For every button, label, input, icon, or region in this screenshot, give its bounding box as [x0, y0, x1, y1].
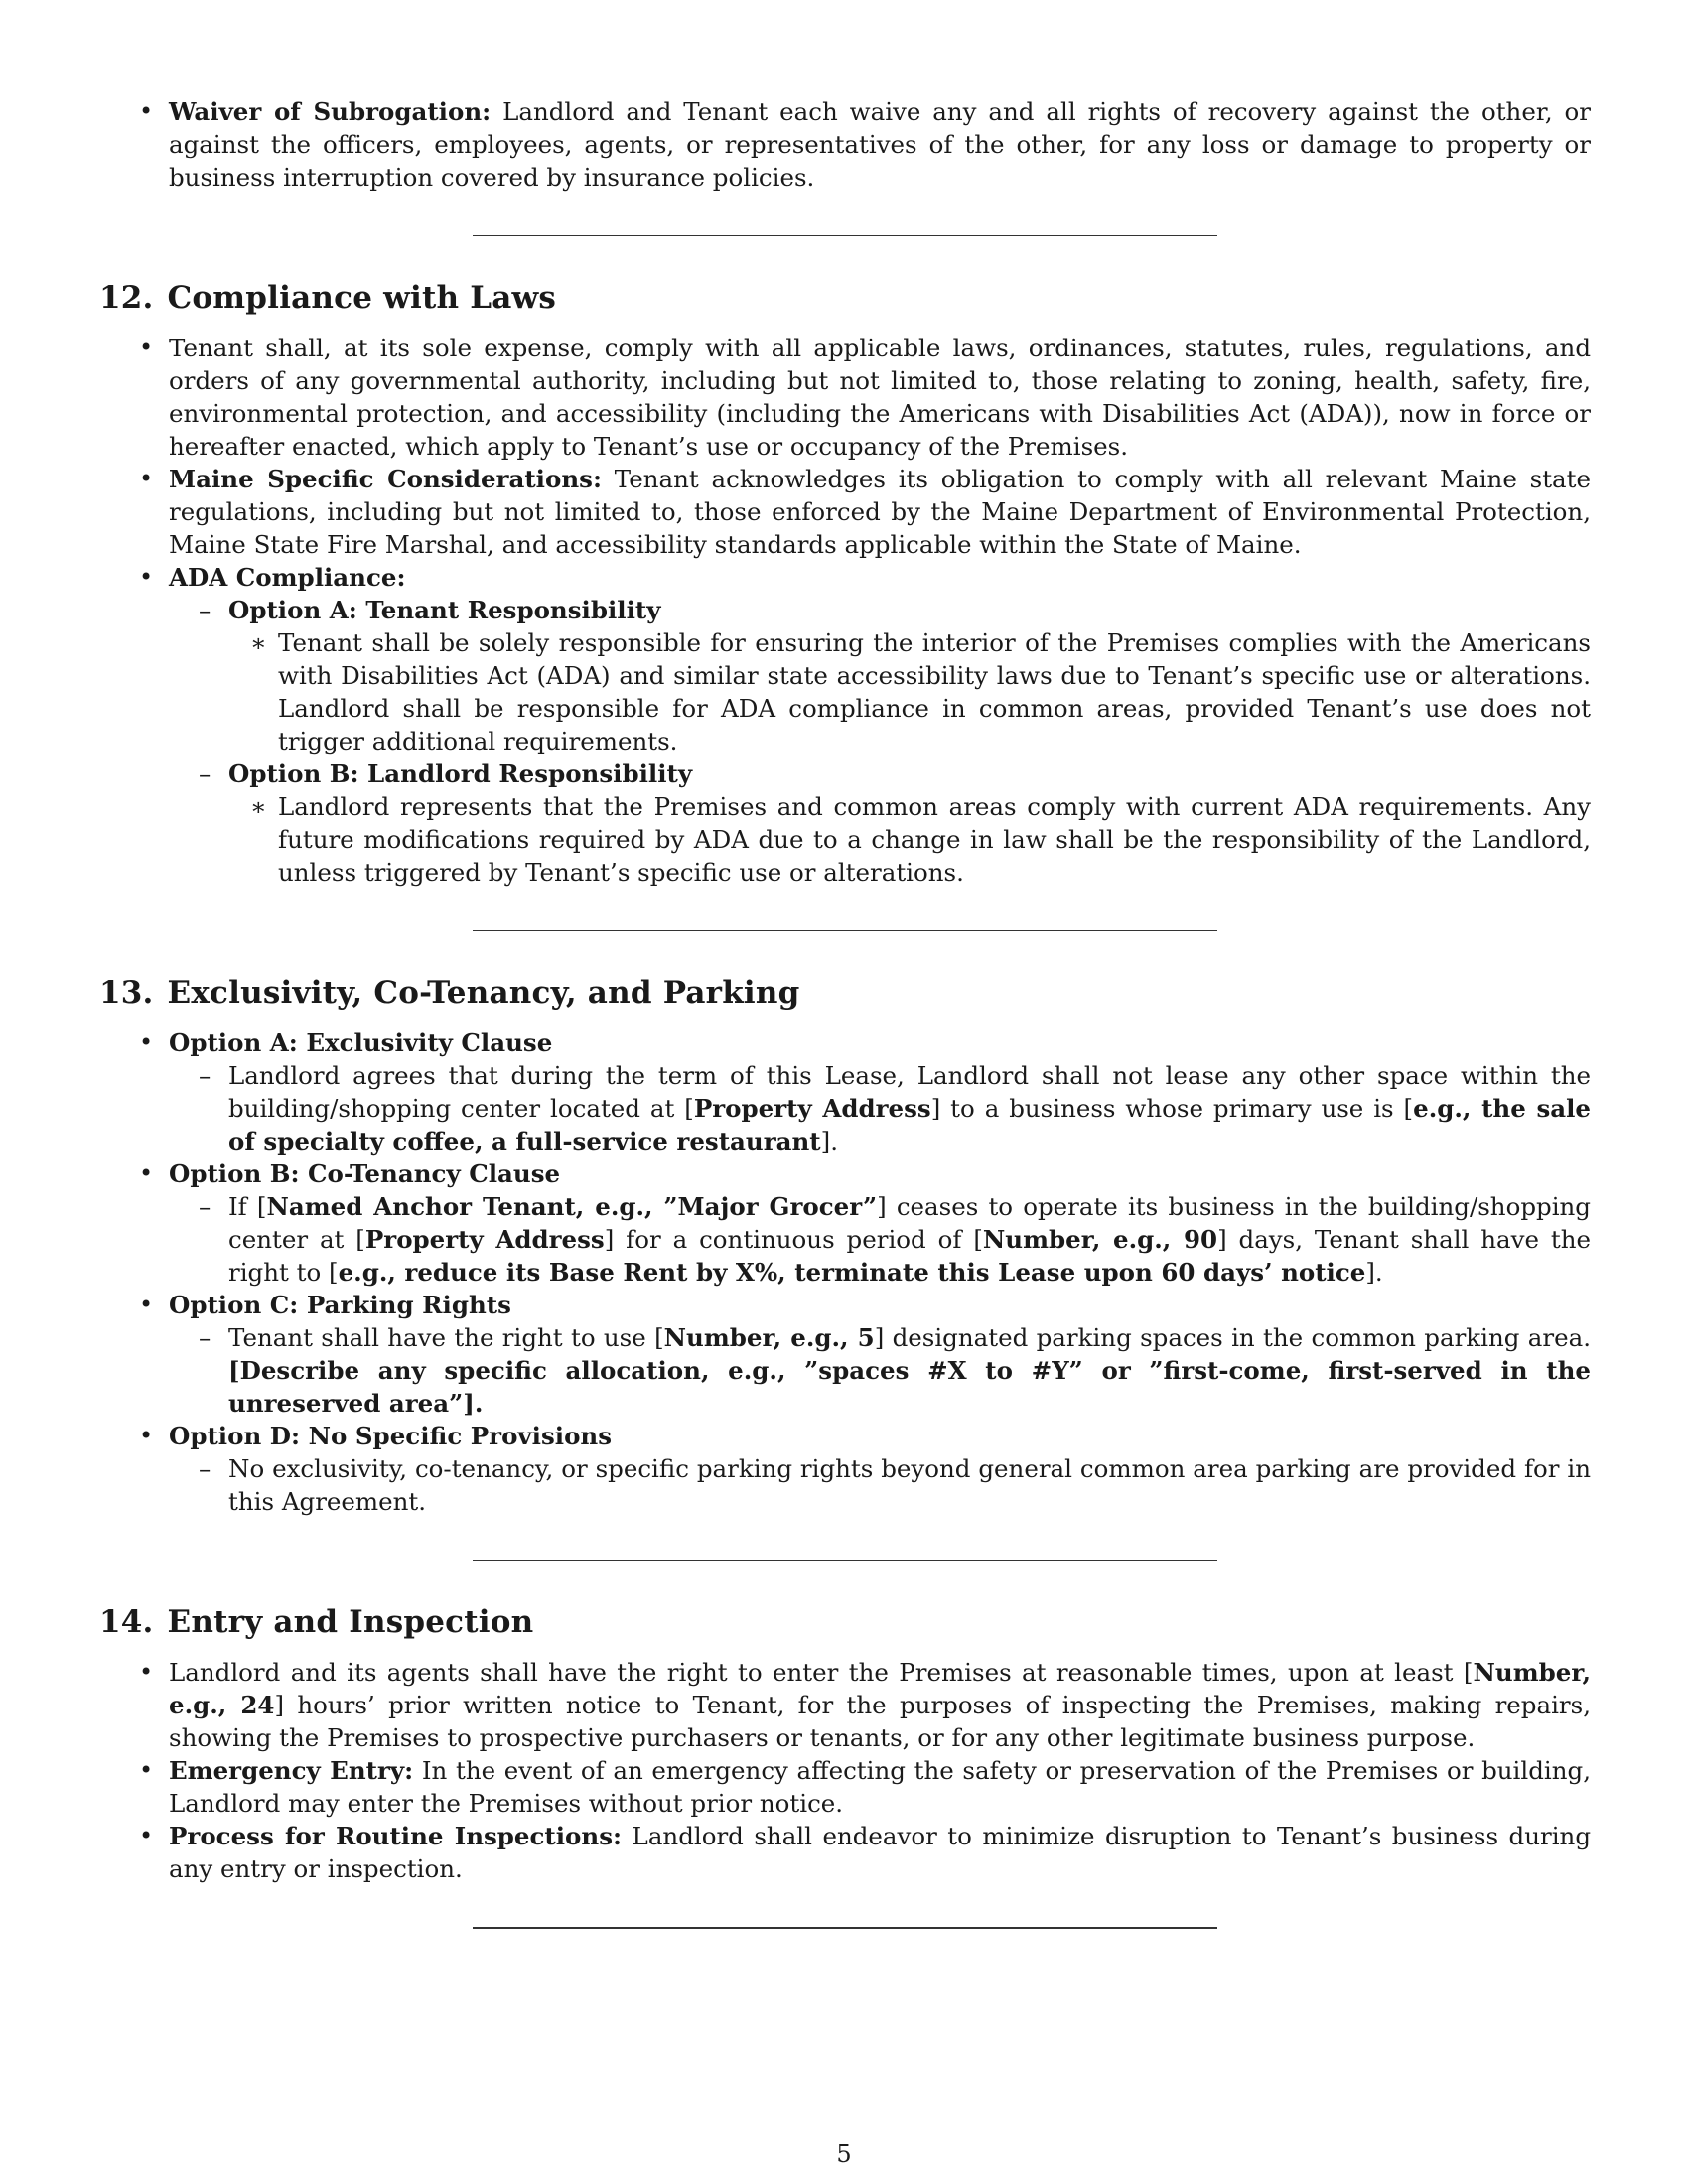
waiver-text: Landlord and Tenant each waive any and all rights of recovery against the other, or against the officers, employees, agents, or representatives of the other, for any loss or damage to property or business interruption covered by insurance policies.: [169, 97, 1591, 192]
option-b-title: Option B: Co-Tenancy Clause: [169, 1160, 561, 1188]
text-run: If [: [228, 1192, 267, 1221]
ada-option-a-list: [228, 626, 1591, 757]
section-13-list: [99, 1026, 1591, 1518]
text-run: ] to a business whose primary use is [: [930, 1094, 1414, 1123]
entry-general-item: [99, 1656, 1591, 1754]
option-c-title: Option C: Parking Rights: [169, 1291, 511, 1319]
placeholder-property-address: Property Address: [364, 1225, 605, 1254]
text-run: ] hours’ prior written notice to Tenant, for the purposes of inspecting the Premises, making repairs, showing the Premises to prospective purchasers or tenants, or for any other legitimate business purpose.: [169, 1691, 1591, 1752]
ada-option-b-title: Option B: Landlord Responsibility: [228, 759, 693, 788]
ada-option-a: [169, 594, 1591, 757]
placeholder-primary-use: e.g., the sale of specialty coffee, a full-service restaurant: [228, 1094, 1592, 1156]
section-13-heading: [99, 973, 1591, 1013]
emergency-title: Emergency Entry:: [169, 1756, 414, 1785]
maine-title: Maine Specific Considerations:: [169, 465, 602, 493]
compliance-general-item: [99, 332, 1591, 463]
routine-text: Landlord shall endeavor to minimize disruption to Tenant’s business during any entry or inspection.: [169, 1822, 1592, 1883]
section-divider: [473, 930, 1217, 931]
routine-inspections-item: [99, 1820, 1591, 1885]
option-d-title: Option D: No Specific Provisions: [169, 1422, 613, 1450]
ada-option-a-title: Option A: Tenant Responsibility: [228, 596, 661, 624]
waiver-of-subrogation-item: [99, 95, 1591, 194]
text-run: ] designated parking spaces in the common parking area.: [874, 1323, 1591, 1352]
option-d-no-provisions: [99, 1420, 1591, 1518]
ada-title: ADA Compliance:: [169, 563, 406, 592]
text-run: ] for a continuous period of [: [604, 1225, 983, 1254]
option-b-list: [169, 1190, 1591, 1289]
waiver-title: Waiver of Subrogation:: [169, 97, 492, 126]
placeholder-days: Number, e.g., 90: [982, 1225, 1218, 1254]
text-run: Landlord agrees that during the term of this Lease, Landlord shall not lease any other space within the building/shopping center located at [: [228, 1061, 1591, 1123]
option-d-text: – No exclusivity, co-tenancy, or specific parking rights beyond general common area parking are provided for in this Agreement.: [169, 1452, 1591, 1518]
option-a-text: [169, 1059, 1591, 1158]
section-14-list: [99, 1656, 1591, 1885]
placeholder-property-address: Property Address: [693, 1094, 931, 1123]
section-14-title: Entry and Inspection: [167, 1604, 534, 1640]
option-c-list: [169, 1321, 1591, 1420]
option-a-list: [169, 1059, 1591, 1158]
compliance-general-text: Tenant shall, at its sole expense, comply with all applicable laws, ordinances, statutes, rules, regulations, and orders of any governmental authority, including but not limited to, those relating to zoning, health, safety, fire, environmental protection, and accessibility (including the Americans with Disabilities Act (ADA)), now in force or hereafter enacted, which apply to Tenant’s use or occupancy of the Premises.: [169, 334, 1591, 461]
placeholder-notice-hours: Number, e.g., 24: [169, 1658, 1591, 1719]
text-run: Landlord and its agents shall have the right to enter the Premises at reasonable times, upon at least [: [169, 1658, 1474, 1687]
section-divider: [473, 1927, 1217, 1929]
option-d-list: [169, 1452, 1591, 1518]
ada-option-b: [169, 757, 1591, 888]
emergency-entry-item: [99, 1754, 1591, 1820]
text-run: ].: [1365, 1258, 1383, 1287]
document-page: [99, 95, 1591, 1971]
maine-text: Tenant acknowledges its obligation to comply with all relevant Maine state regulations, including but not limited to, those enforced by the Maine Department of Environmental Protection, Maine State Fire Marshal, and accessibility standards applicable within the State of Maine.: [169, 465, 1591, 559]
section-12-title: Compliance with Laws: [167, 280, 557, 316]
section-13-number: 13.: [99, 975, 154, 1011]
placeholder-remedy: e.g., reduce its Base Rent by X%, terminate this Lease upon 60 days’ notice: [338, 1258, 1366, 1287]
text-run: ].: [820, 1127, 838, 1156]
ada-option-b-list: [228, 790, 1591, 888]
section-14-number: 14.: [99, 1604, 154, 1640]
section-divider: [473, 1560, 1217, 1561]
ada-option-b-text: ∗ Landlord represents that the Premises and common areas comply with current ADA requirements. Any future modifications required by ADA due to a change in law shall be the responsibility of the Landlord, unless triggered by Tenant’s specific use or alterations.: [228, 790, 1591, 888]
text-run: Tenant shall have the right to use [: [228, 1323, 664, 1352]
section-divider: [473, 235, 1217, 236]
ada-option-a-text: ∗ Tenant shall be solely responsible for ensuring the interior of the Premises complies with the Americans with Disabilities Act (ADA) and similar state accessibility laws due to Tenant’s specific use or alterations. Landlord shall be responsible for ADA compliance in common areas, provided Tenant’s use does not trigger additional requirements.: [228, 626, 1591, 757]
section-11-list: [99, 95, 1591, 194]
option-b-co-tenancy: [99, 1158, 1591, 1289]
option-b-text: [169, 1190, 1591, 1289]
section-12-heading: [99, 278, 1591, 318]
maine-considerations-item: [99, 463, 1591, 561]
placeholder-anchor-tenant: Named Anchor Tenant, e.g., ”Major Grocer”: [266, 1192, 878, 1221]
option-c-text: [169, 1321, 1591, 1420]
section-12-list: [99, 332, 1591, 888]
option-a-exclusivity: [99, 1026, 1591, 1158]
section-14-heading: [99, 1602, 1591, 1642]
text-run: ] days, Tenant shall have the right to [: [228, 1225, 1591, 1287]
placeholder-parking-allocation: [Describe any specific allocation, e.g., ”spaces #X to #Y” or ”first-come, first-served in the unreserved area”].: [228, 1356, 1591, 1418]
section-12-number: 12.: [99, 280, 154, 316]
text-run: ] ceases to operate its business in the building/shopping center at [: [228, 1192, 1591, 1254]
page-number: 5: [836, 2140, 852, 2168]
option-a-title: Option A: Exclusivity Clause: [169, 1028, 553, 1057]
emergency-text: In the event of an emergency affecting the safety or preservation of the Premises or building, Landlord may enter the Premises without prior notice.: [169, 1756, 1591, 1818]
routine-title: Process for Routine Inspections:: [169, 1822, 623, 1850]
ada-compliance-item: [99, 561, 1591, 888]
section-13-title: Exclusivity, Co-Tenancy, and Parking: [167, 975, 800, 1011]
placeholder-parking-count: Number, e.g., 5: [663, 1323, 875, 1352]
option-c-parking: [99, 1289, 1591, 1420]
ada-options-list: [169, 594, 1591, 888]
